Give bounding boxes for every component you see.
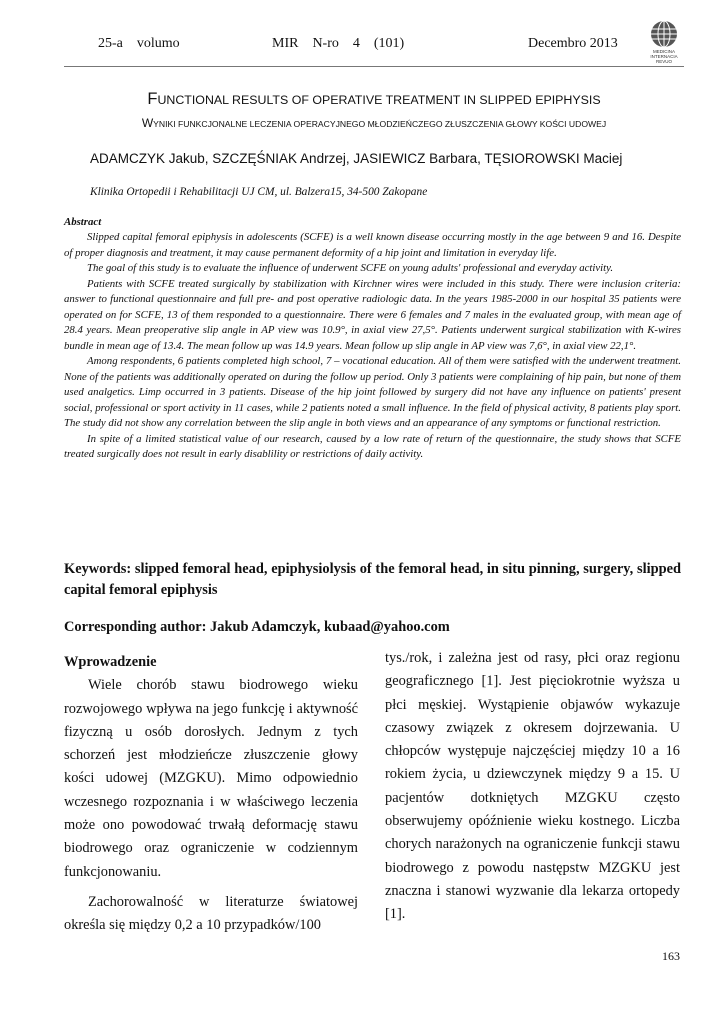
body-column-left <box>64 651 358 938</box>
title-polish <box>64 116 684 130</box>
body-paragraph: Zachorowalność w literaturze światowej określa się między 0,2 a 10 przypadków/100 <box>64 893 358 934</box>
corresponding-author: Corresponding author: Jakub Adamczyk, kubaad@yahoo.com <box>64 619 450 635</box>
title-pl-rest: YNIKI FUNKCJONALNE LECZENIA OPERACYJNEGO MŁODZIEŃCZEGO ZŁUSZCZENIA GŁOWY KOŚCI UDOWEJ <box>153 119 607 129</box>
abstract-heading: Abstract <box>64 216 102 228</box>
section-title: Wprowadzenie <box>64 654 157 670</box>
abstract-paragraph: Patients with SCFE treated surgically by stabilization with Kirchner wires were included in this study. There were inclusion criteria: answer to functional questionnaire and full pre- and post operative radiologic data. In the years 1985-2000 in our hospital 35 patients were operated on for SCFE, 13 of them responded to a questionnaire. There were 6 females and 7 males in the evaluated group, with mean age of 28.4 years. Mean preoperative slip angle in AP view was 10.9°, in axial view 27,5°. Patients underwent surgical stabilization with K-wires bundle in mean age of 13.4. The mean follow up was 14.9 years. Mean follow up slip angle in AP view was 7,6°, in axial view 22,1°. <box>64 277 681 352</box>
body-paragraph: Wiele chorób stawu biodrowego wieku rozwojowego wpływa na jego funkcję i aktywność fizyczną u osób dorosłych. Jednym z tych schorzeń jest młodzieńcze złuszczenie głowy kości udowej (MZGKU). Mimo odpowiednio wczesnego rozpoznania i w właściwego leczenia może ono powodować trwałą deformację stawu biodrowego oraz ograniczenie w codziennym funkcjonowaniu. <box>64 677 358 880</box>
affiliation: Klinika Ortopedii i Rehabilitacji UJ CM, ul. Balzera15, 34-500 Zakopane <box>90 186 428 198</box>
title-pl-initial: W <box>141 116 154 130</box>
body-column-right <box>385 647 680 927</box>
authors: ADAMCZYK Jakub, SZCZĘŚNIAK Andrzej, JASIEWICZ Barbara, TĘSIOROWSKI Maciej <box>90 151 623 166</box>
title-english <box>64 90 684 109</box>
page-number: 163 <box>662 949 680 963</box>
header-volume: 25-a volumo <box>98 36 180 51</box>
title-en-rest: UNCTIONAL RESULTS OF OPERATIVE TREATMENT IN SLIPPED EPIPHYSIS <box>157 93 601 107</box>
keywords: Keywords: slipped femoral head, epiphysiolysis of the femoral head, in situ pinning, surgery, slipped capital femoral epiphysis <box>64 561 681 598</box>
header-date: Decembro 2013 <box>528 36 618 51</box>
abstract-paragraph: The goal of this study is to evaluate the influence of underwent SCFE on young adults' professional and everyday activity. <box>87 262 614 274</box>
abstract-paragraph: In spite of a limited statistical value of our research, caused by a low rate of return of the questionnaire, the study shows that SCFE treated surgically does not result in early disablility or restrictions of daily activity. <box>64 432 681 460</box>
header-divider <box>64 66 684 67</box>
logo-text: MEDICINA INTERNACIA REVUO <box>650 49 678 64</box>
abstract-paragraph: Slipped capital femoral epiphysis in adolescents (SCFE) is a well known disease occurring mostly in the age between 9 and 16. Despite of proper diagnosis and treatment, it may cause permanent deformity of a hip joint and limitation in everyday life. <box>64 231 681 259</box>
abstract-body <box>64 230 681 463</box>
journal-logo <box>644 19 684 67</box>
title-en-initial: F <box>147 90 158 108</box>
header-journal: MIR N-ro 4 (101) <box>272 36 405 51</box>
abstract-paragraph: Among respondents, 6 patients completed high school, 7 – vocational education. All of them were satisfied with the underwent treatment. None of the patients was additionally operated on during the follow up period. Only 3 patients were complaining of hip pain, but none of them used analgetics. Limp occurred in 3 patients. Disease of the hip joint followed by surgery did not have any influence on patients' present social, professional or sport activity in 11 cases, while 2 patients noted a small influence. In the field of physical activity, 8 patients play sport. The study did not show any correlation between the slip angle in both views and an appearance of any symptoms or functional restriction. <box>64 355 681 429</box>
body-paragraph: tys./rok, i zależna jest od rasy, płci oraz regionu geograficznego [1]. Jest pięciokrotnie wyższa u płci męskiej. Wystąpienie objawów wykazuje czasowy związek z okresem dojrzewania. U chłopców występuje najczęściej między 10 a 16 rokiem życia, u dziewczynek między 9 a 15. U pacjentów dotkniętych MZGKU często obserwujemy opóźnienie wieku kostnego. Liczba chorych narażonych na ograniczenie funkcji stawu biodrowego z powodu następstw MZGKU jest znaczna i stanowi wyzwanie dla lekarza ortopedy [1]. <box>385 650 680 923</box>
